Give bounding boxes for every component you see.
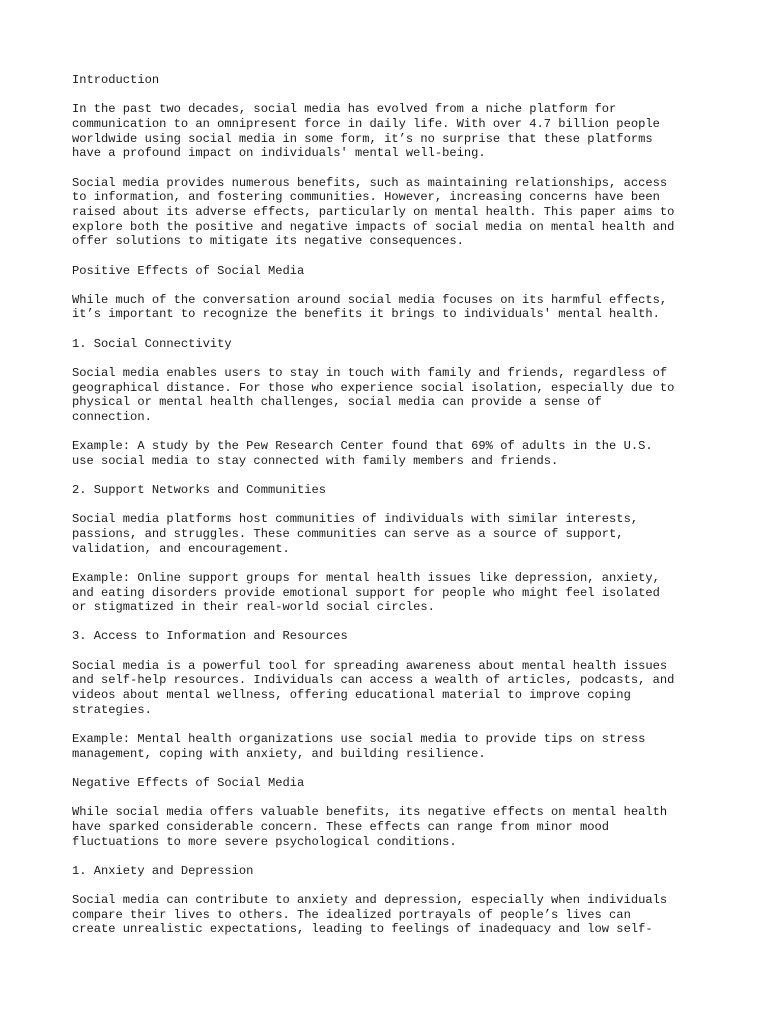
subheading-anxiety-depression: 1. Anxiety and Depression — [72, 863, 254, 878]
document-page — [72, 73, 712, 952]
paragraph: Social media can contribute to anxiety and depression, especially when individuals compare their lives to others. The idealized portrayals of people’s lives can create unrealistic expectations, leading to feelings of inadequacy and low self- — [72, 892, 668, 937]
paragraph: Social media is a powerful tool for spreading awareness about mental health issues and self-help resources. Individuals can access a wealth of articles, podcasts, and videos about mental wellness, offering educational material to improve coping strategies. — [72, 658, 675, 717]
heading-introduction: Introduction — [72, 73, 160, 87]
subheading-access-information: 3. Access to Information and Resources — [72, 629, 348, 644]
paragraph: In the past two decades, social media has evolved from a niche platform for communication to an omnipresent force in daily life. With over 4.7 billion people worldwide using social media in some form, it’s no surprise that these platforms have a profound impact on individuals' mental well-being. — [72, 102, 660, 161]
paragraph: Social media platforms host communities of individuals with similar interests, passions, and struggles. These communities can serve as a source of support, validation, and encouragement. — [72, 512, 639, 556]
paragraph: Social media provides numerous benefits, such as maintaining relationships, access to information, and fostering communities. However, increasing concerns have been raised about its adverse effects, particularly on mental health. This paper aims to explore both the positive and negative impacts of social media on mental health and offer solutions to mitigate its negative consequences. — [72, 175, 675, 249]
heading-negative-effects: Negative Effects of Social Media — [72, 775, 305, 790]
paragraph: While much of the conversation around social media focuses on its harmful effects, it’s important to recognize the benefits it brings to individuals' mental health. — [72, 292, 668, 322]
paragraph: Social media enables users to stay in touch with family and friends, regardless of geographical distance. For those who experience social isolation, especially due to physical or mental health challenges, social media can provide a sense of connection. — [72, 365, 675, 424]
example-paragraph: Example: A study by the Pew Research Center found that 69% of adults in the U.S. use social media to stay connected with family members and friends. — [72, 439, 653, 468]
subheading-social-connectivity: 1. Social Connectivity — [72, 336, 232, 351]
paragraph: While social media offers valuable benefits, its negative effects on mental health have sparked considerable concern. These effects can range from minor mood fluctuations to more severe psychological conditions. — [72, 805, 668, 849]
subheading-support-networks: 2. Support Networks and Communities — [72, 483, 327, 498]
example-paragraph: Example: Online support groups for mental health issues like depression, anxiety, and eating disorders provide emotional support for people who might feel isolated or stigmatized in their real-world social circles. — [72, 570, 660, 615]
example-paragraph: Example: Mental health organizations use social media to provide tips on stress management, coping with anxiety, and building resilience. — [72, 732, 646, 761]
heading-positive-effects: Positive Effects of Social Media — [72, 263, 305, 278]
